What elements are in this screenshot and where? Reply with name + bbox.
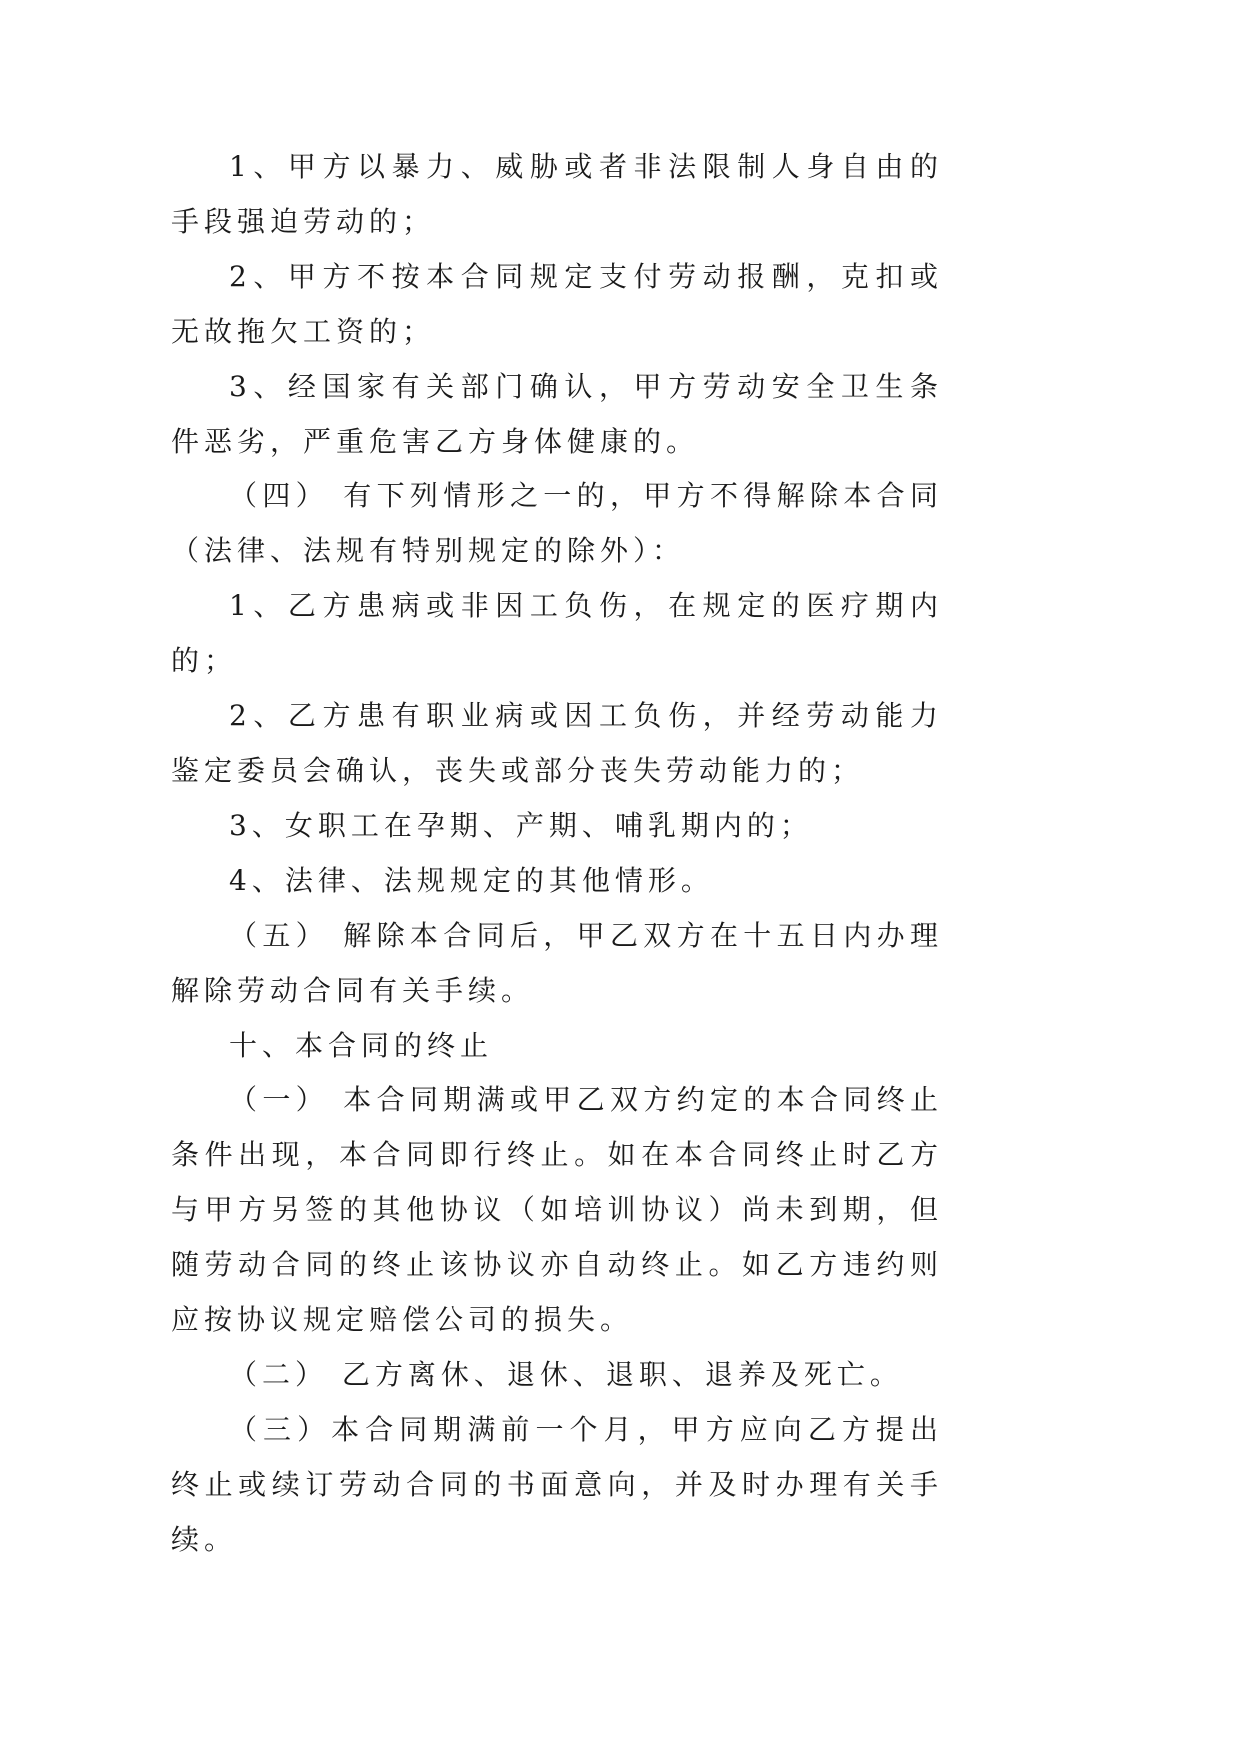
section-4-heading: （四） 有下列情形之一的，甲方不得解除本合同（法律、法规有特别规定的除外）：: [171, 479, 943, 568]
termination-clause-3: （三）本合同期满前一个月，甲方应向乙方提出终止或续订劳动合同的书面意向，并及时办理有关手续。: [171, 1412, 943, 1556]
clause-2-wages: 2、甲方不按本合同规定支付劳动报酬，克扣或无故拖欠工资的；: [171, 259, 943, 348]
clause-4-3-female-workers: 3、女职工在孕期、产期、哺乳期内的；: [229, 808, 813, 842]
clause-4-2-occupational-disease: 2、乙方患有职业病或因工负伤，并经劳动能力鉴定委员会确认，丧失或部分丧失劳动能力的；: [171, 699, 943, 787]
document-body: [171, 140, 943, 1568]
section-5-procedures: （五） 解除本合同后，甲乙双方在十五日内办理解除劳动合同有关手续。: [171, 918, 943, 1007]
clause-4-1-illness: 1、乙方患病或非因工负伤，在规定的医疗期内的；: [171, 589, 943, 678]
clause-3-safety: 3、经国家有关部门确认，甲方劳动安全卫生条件恶劣，严重危害乙方身体健康的。: [171, 369, 943, 458]
termination-clause-1: （一） 本合同期满或甲乙双方约定的本合同终止条件出现，本合同即行终止。如在本合同终止时乙方与甲方另签的其他协议（如培训协议）尚未到期，但随劳动合同的终止该协议亦自动终止。如乙方违约则应按协议规定赔偿公司的损失。: [171, 1083, 943, 1337]
clause-4-4-other: 4、法律、法规规定的其他情形。: [229, 863, 714, 897]
clause-1-violence: 1、甲方以暴力、威胁或者非法限制人身自由的手段强迫劳动的；: [171, 150, 943, 238]
article-10-heading: 十、本合同的终止: [229, 1028, 494, 1062]
termination-clause-2: （二） 乙方离休、退休、退职、退养及死亡。: [229, 1357, 903, 1391]
